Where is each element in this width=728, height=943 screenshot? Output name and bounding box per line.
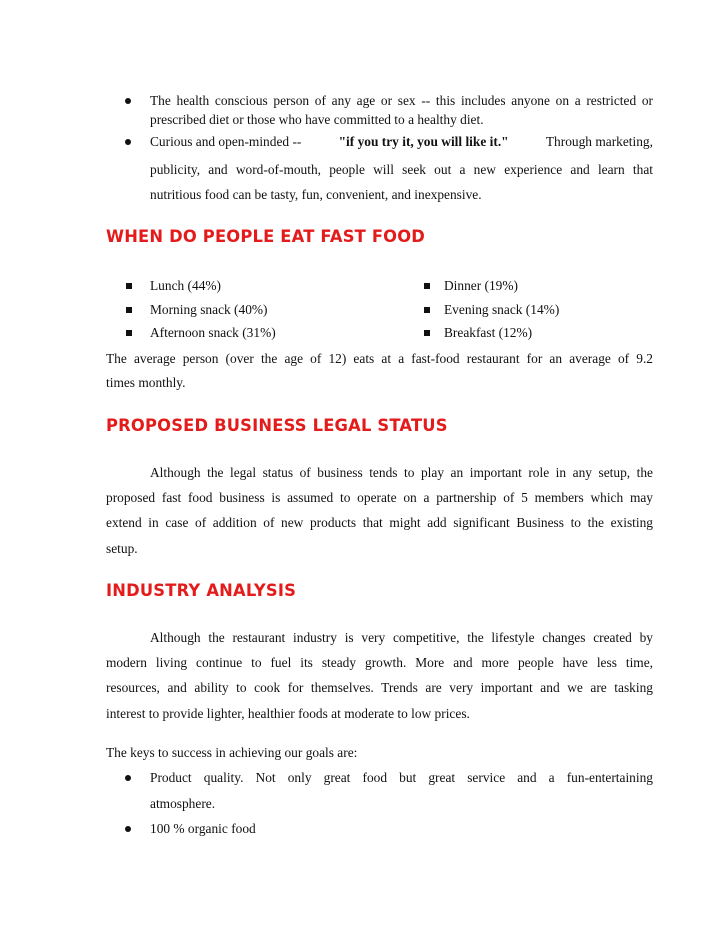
paragraph-line: modern living continue to fuel its steady growth. More and more people have less time, — [106, 655, 653, 670]
bullet-dot-icon — [125, 826, 131, 832]
section-heading-industry-analysis: INDUSTRY ANALYSIS — [106, 581, 297, 601]
section-heading-when-eat: WHEN DO PEOPLE EAT FAST FOOD — [106, 227, 426, 247]
bullet-text-line: Product quality. Not only great food but great service and a fun-entertaining — [150, 770, 653, 785]
meal-item: Morning snack (40%) — [150, 302, 268, 317]
bullet-text-line: nutritious food can be tasty, fun, convenient, and inexpensive. — [150, 187, 482, 202]
meal-item: Lunch (44%) — [150, 278, 222, 293]
section-heading-legal-status: PROPOSED BUSINESS LEGAL STATUS — [106, 416, 448, 436]
meal-item: Evening snack (14%) — [444, 302, 560, 317]
bullet-text-pre: Curious and open-minded -- — [150, 134, 302, 149]
bullet-dot-icon — [125, 775, 131, 781]
bullet-square-icon — [424, 307, 430, 313]
paragraph-line: proposed fast food business is assumed to operate on a partnership of 5 members which may — [106, 490, 653, 505]
bullet-square-icon — [126, 307, 132, 313]
paragraph-line: interest to provide lighter, healthier foods at moderate to low prices. — [106, 706, 470, 721]
bullet-square-icon — [126, 283, 132, 289]
bullet-text-bold-quote: "if you try it, you will like it." — [338, 134, 509, 149]
bullet-square-icon — [424, 283, 430, 289]
paragraph-line: The average person (over the age of 12) eats at a fast-food restaurant for an average of 9.2 — [106, 351, 653, 366]
paragraph-line: Although the legal status of business tends to play an important role in any setup, the — [150, 465, 653, 480]
meal-item: Dinner (19%) — [444, 278, 518, 293]
bullet-square-icon — [424, 330, 430, 336]
bullet-dot-icon — [125, 139, 131, 145]
paragraph-line: setup. — [106, 541, 138, 556]
keys-intro: The keys to success in achieving our goals are: — [106, 745, 358, 760]
bullet-dot-icon — [125, 98, 131, 104]
bullet-text-line: 100 % organic food — [150, 821, 256, 836]
bullet-text-line-mixed — [150, 133, 653, 151]
paragraph-line: resources, and ability to cook for themselves. Trends are very important and we are tasking — [106, 680, 653, 695]
meal-item: Afternoon snack (31%) — [150, 325, 276, 340]
paragraph-line: Although the restaurant industry is very competitive, the lifestyle changes created by — [150, 630, 653, 645]
bullet-text-post: Through marketing, — [545, 134, 653, 149]
bullet-square-icon — [126, 330, 132, 336]
bullet-text-line: prescribed diet or those who have committed to a healthy diet. — [150, 112, 484, 127]
bullet-text-line: The health conscious person of any age or sex -- this includes anyone on a restricted or — [150, 93, 653, 108]
bullet-text-line: publicity, and word-of-mouth, people will seek out a new experience and learn that — [150, 162, 653, 177]
meal-item: Breakfast (12%) — [444, 325, 533, 340]
paragraph-line: extend in case of addition of new products that might add significant Business to the existing — [106, 515, 653, 530]
paragraph-line: times monthly. — [106, 375, 186, 390]
bullet-text-line: atmosphere. — [150, 796, 216, 811]
